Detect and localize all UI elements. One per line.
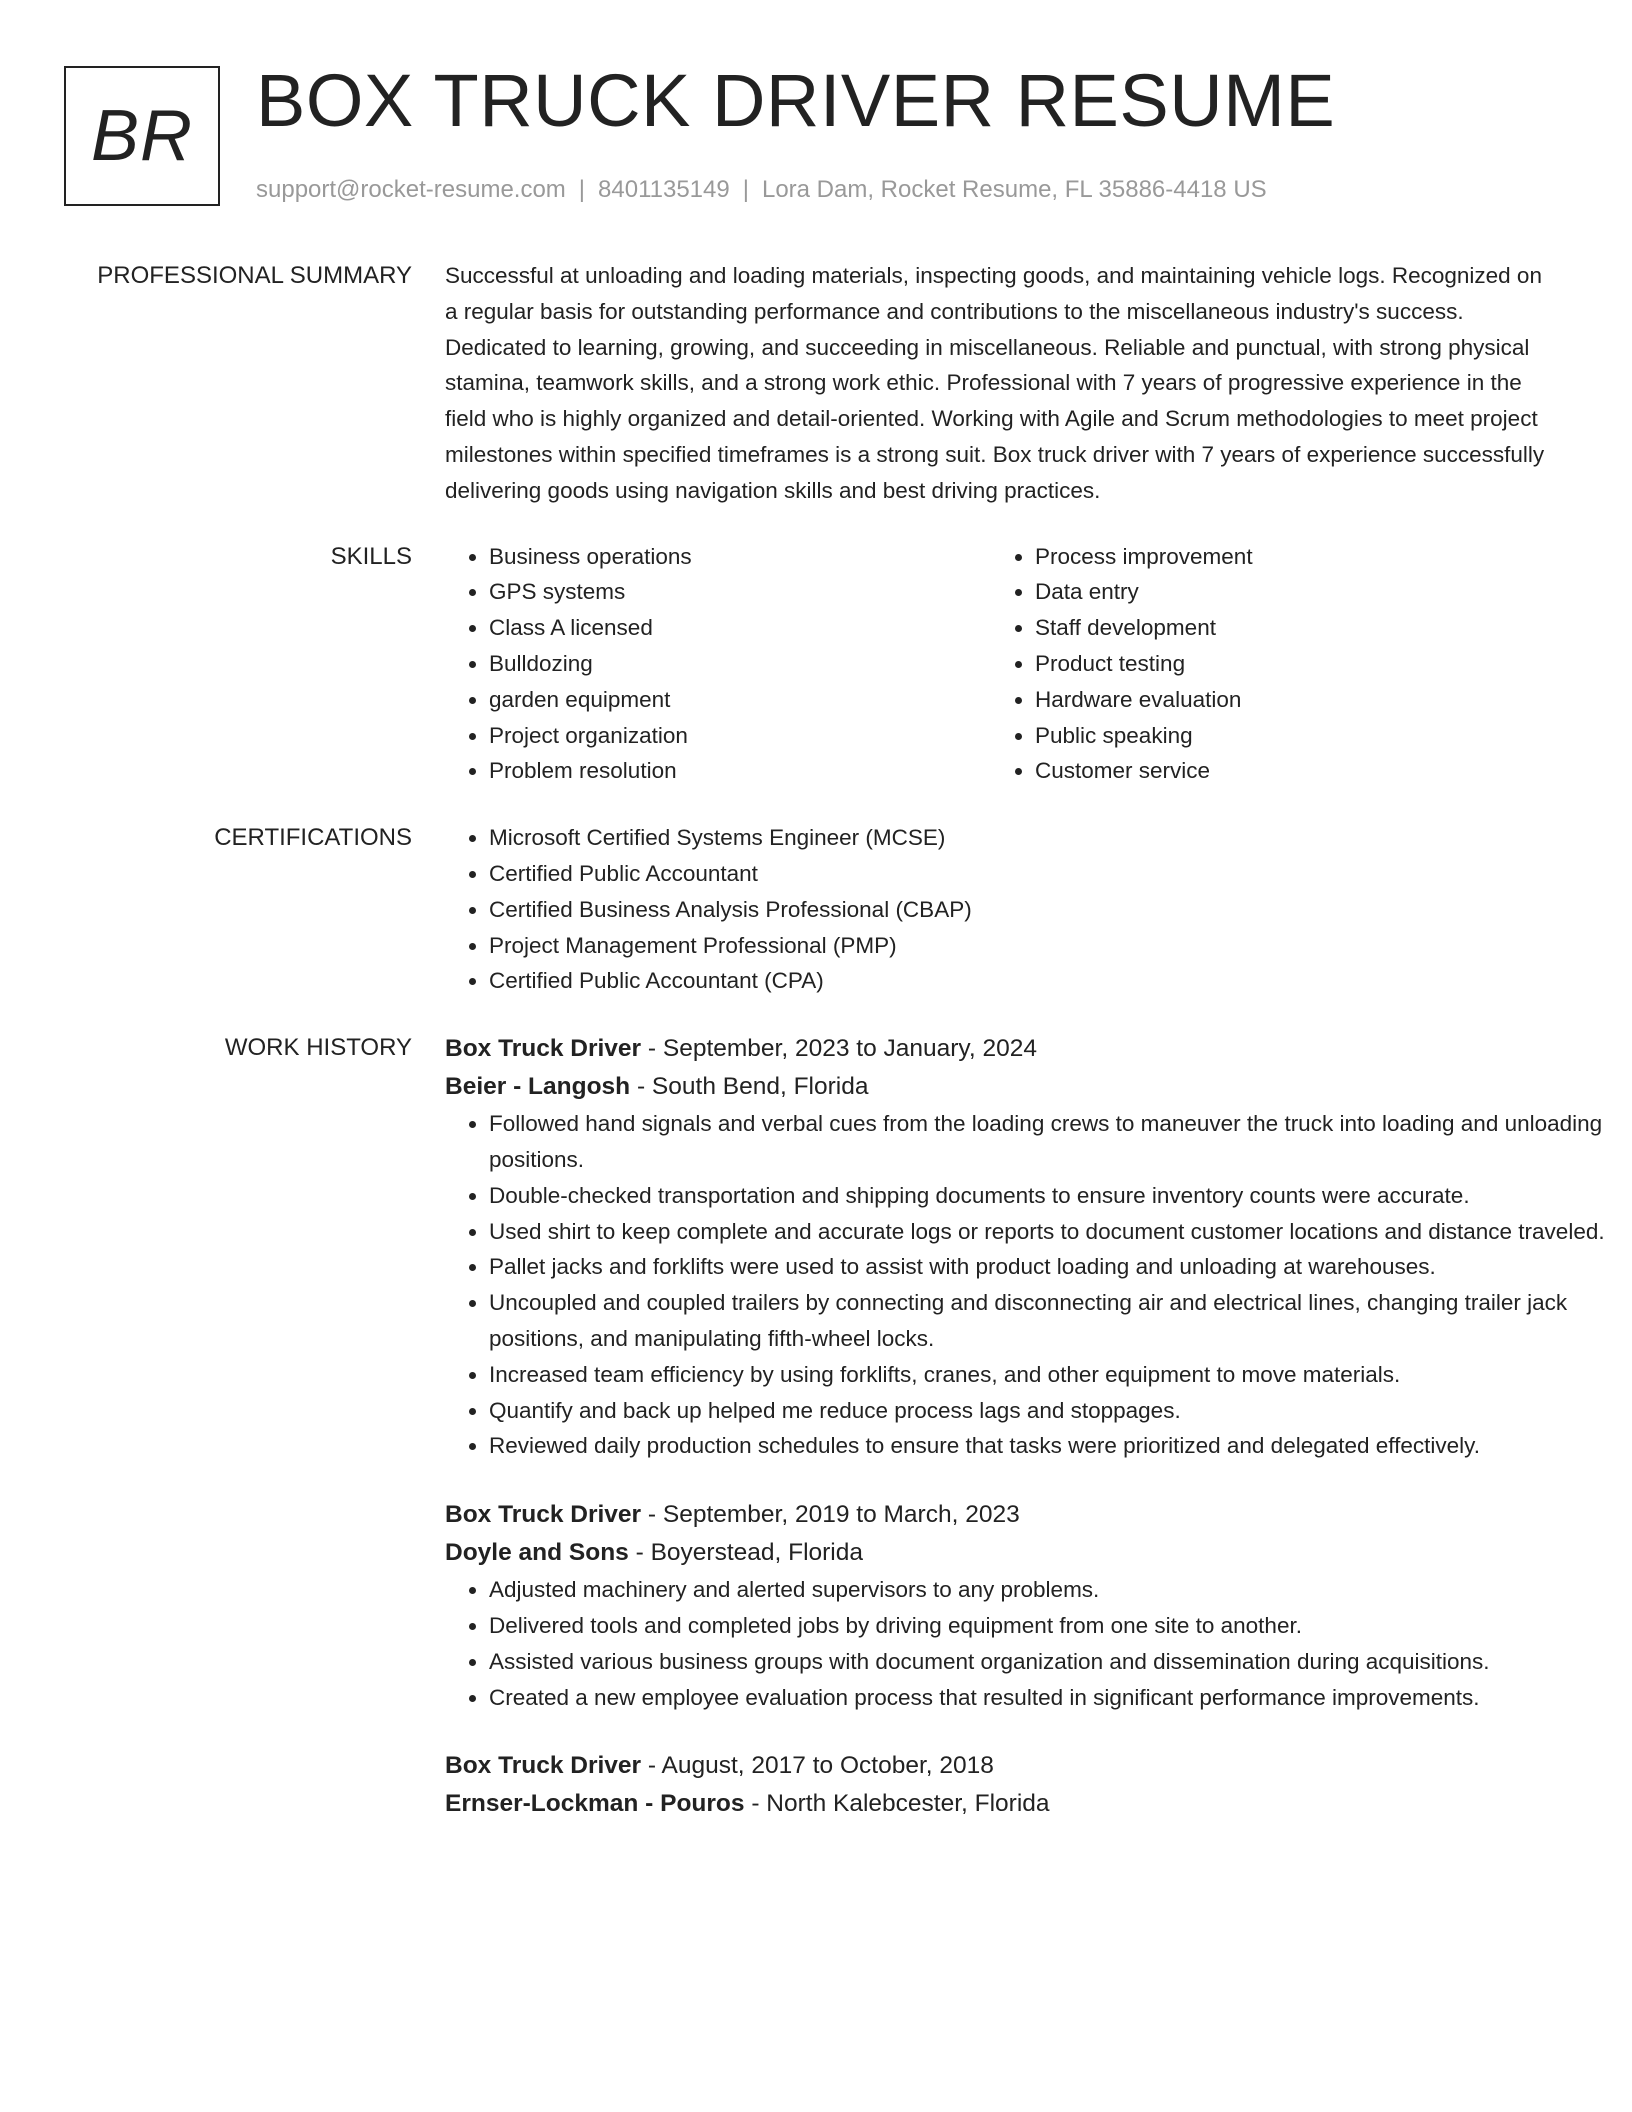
job-entry xyxy=(445,1747,1565,1823)
skills-grid xyxy=(445,539,1565,790)
certification-item: • Certified Public Accountant (CPA) xyxy=(489,963,1565,999)
skill-item: • Problem resolution xyxy=(489,753,991,789)
job-bullet: • Reviewed daily production schedules to ensure that tasks were prioritized and delegated effectively. xyxy=(489,1428,1609,1464)
summary-section xyxy=(0,258,1632,509)
skill-item: • GPS systems xyxy=(489,574,991,610)
skill-item: • Customer service xyxy=(1035,753,1537,789)
contact-email: support@rocket-resume.com xyxy=(256,176,566,203)
job-title-line xyxy=(445,1747,1565,1785)
summary-text: Successful at unloading and loading materials, inspecting goods, and maintaining vehicle logs. Recognized on a regular basis for outstanding performance and contributions to the miscellaneous industry's success. Dedicated to learning, growing, and succeeding in miscellaneous. Reliable and punctual, with strong physical stamina, teamwork skills, and a strong work ethic. Professional with 7 years of progressive experience in the field who is highly organized and detail-oriented. Working with Agile and Scrum methodologies to meet project milestones within specified timeframes is a strong suit. Box truck driver with 7 years of experience successfully delivering goods using navigation skills and best driving practices. xyxy=(445,263,1545,503)
skill-item: • Staff development xyxy=(1035,610,1537,646)
job-title-line xyxy=(445,1496,1565,1534)
skill-item: • Public speaking xyxy=(1035,718,1537,754)
job-bullet: • Delivered tools and completed jobs by driving equipment from one site to another. xyxy=(489,1608,1609,1644)
summary-body xyxy=(445,258,1565,509)
job-employer-line xyxy=(445,1785,1565,1823)
job-bullet: • Used shirt to keep complete and accurate logs or reports to document customer locations and distance traveled. xyxy=(489,1214,1609,1250)
skills-list-right xyxy=(991,539,1537,790)
job-bullet: • Double-checked transportation and shipping documents to ensure inventory counts were accurate. xyxy=(489,1178,1609,1214)
skills-list-left xyxy=(445,539,991,790)
job-bullet: • Pallet jacks and forklifts were used to assist with product loading and unloading at warehouses. xyxy=(489,1249,1609,1285)
certification-item: • Project Management Professional (PMP) xyxy=(489,928,1565,964)
skill-item: • Bulldozing xyxy=(489,646,991,682)
job-employer: Beier - Langosh xyxy=(445,1073,631,1101)
monogram-box: BR xyxy=(64,66,220,206)
job-bullet: • Followed hand signals and verbal cues from the loading crews to maneuver the truck into loading and unloading positions. xyxy=(489,1106,1609,1178)
job-bullet: • Created a new employee evaluation process that resulted in significant performance improvements. xyxy=(489,1680,1609,1716)
certifications-section xyxy=(0,820,1632,999)
job-bullet: • Adjusted machinery and alerted supervisors to any problems. xyxy=(489,1572,1609,1608)
job-employer-line xyxy=(445,1534,1565,1572)
section-label-certifications: CERTIFICATIONS xyxy=(214,824,412,852)
skill-item: • Project organization xyxy=(489,718,991,754)
work-history-section xyxy=(0,1030,1632,1855)
skill-item: • Data entry xyxy=(1035,574,1537,610)
job-bullet: • Increased team efficiency by using forklifts, cranes, and other equipment to move materials. xyxy=(489,1357,1609,1393)
job-entry xyxy=(445,1496,1565,1715)
certification-item: • Microsoft Certified Systems Engineer (MCSE) xyxy=(489,820,1565,856)
skill-item: • Product testing xyxy=(1035,646,1537,682)
contact-address: Lora Dam, Rocket Resume, FL 35886-4418 US xyxy=(761,176,1267,203)
skill-item: • Hardware evaluation xyxy=(1035,682,1537,718)
job-bullet: • Uncoupled and coupled trailers by connecting and disconnecting air and electrical lines, changing trailer jack positions, and manipulating fifth-wheel locks. xyxy=(489,1285,1609,1357)
job-employer: Doyle and Sons xyxy=(445,1539,629,1567)
job-dates: - September, 2019 to March, 2023 xyxy=(641,1501,1020,1529)
job-title: Box Truck Driver xyxy=(445,1501,642,1529)
certification-item: • Certified Public Accountant xyxy=(489,856,1565,892)
section-label-skills: SKILLS xyxy=(330,542,412,570)
contact-line xyxy=(256,176,1267,204)
work-history-body xyxy=(445,1030,1605,1855)
job-location: - North Kalebcester, Florida xyxy=(744,1790,1050,1818)
job-location: - Boyerstead, Florida xyxy=(628,1539,864,1567)
resume-sections xyxy=(0,258,1632,1855)
job-location: - South Bend, Florida xyxy=(630,1073,869,1101)
skill-item: • Class A licensed xyxy=(489,610,991,646)
skill-item: • Process improvement xyxy=(1035,539,1537,575)
contact-separator: | xyxy=(578,176,586,203)
job-employer: Ernser-Lockman - Pouros xyxy=(445,1790,745,1818)
certification-item: • Certified Business Analysis Professional (CBAP) xyxy=(489,892,1565,928)
job-title-line xyxy=(445,1030,1565,1068)
job-title: Box Truck Driver xyxy=(445,1752,642,1780)
contact-separator: | xyxy=(742,176,749,203)
job-bullet: • Quantify and back up helped me reduce process lags and stoppages. xyxy=(489,1393,1609,1429)
job-entry xyxy=(445,1030,1605,1464)
section-label-summary: PROFESSIONAL SUMMARY xyxy=(97,262,412,289)
skill-item: • garden equipment xyxy=(489,682,991,718)
contact-phone: 8401135149 xyxy=(598,176,730,203)
job-title: Box Truck Driver xyxy=(445,1035,642,1063)
certifications-body xyxy=(445,820,1565,999)
job-dates: - September, 2023 to January, 2024 xyxy=(641,1035,1037,1063)
section-label-work-history: WORK HISTORY xyxy=(224,1034,412,1062)
job-bullets xyxy=(445,1106,1609,1464)
certifications-list xyxy=(445,820,1565,999)
skills-section xyxy=(0,539,1632,790)
job-bullet: • Assisted various business groups with document organization and dissemination during acquisitions. xyxy=(489,1644,1609,1680)
resume-title: BOX TRUCK DRIVER RESUME xyxy=(256,59,1336,142)
job-bullets xyxy=(445,1572,1609,1715)
skill-item: • Business operations xyxy=(489,539,991,575)
resume-header xyxy=(64,59,1564,216)
job-employer-line xyxy=(445,1068,1565,1106)
job-dates: - August, 2017 to October, 2018 xyxy=(641,1752,994,1780)
